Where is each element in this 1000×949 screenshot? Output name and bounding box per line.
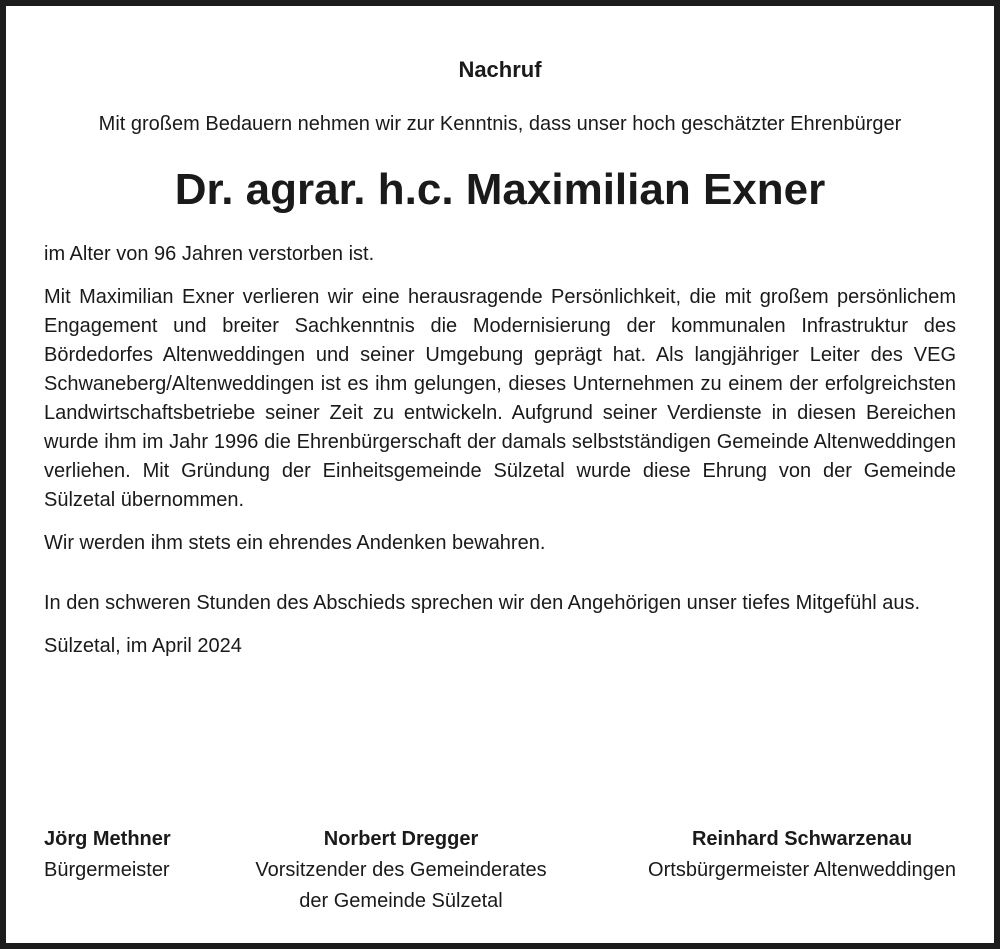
obituary-content — [44, 54, 956, 661]
deceased-name: Dr. agrar. h.c. Maximilian Exner — [174, 165, 826, 214]
signature-block — [44, 824, 956, 924]
body-paragraph: Mit Maximilian Exner verlieren wir eine herausragende Persönlichkeit, die mit großem persönlichem Engagement und breiter Sachkenntnis die Modernisierung der kommunalen Infrastruktur des Bördedorfes Altenweddingen und seiner Umgebung geprägt hat. Als langjähriger Leiter des VEG Schwaneberg/Altenweddingen ist es ihm gelungen, dieses Unternehmen zu einem der erfolgreichsten Landwirtschaftsbetriebe seiner Zeit zu entwickeln. Aufgrund seiner Verdienste in diesen Bereichen wurde ihm im Jahr 1996 die Ehrenbürgerschaft der damals selbstständigen Gemeinde Altenweddingen verliehen. Mit Gründung der Einheitsgemeinde Sülzetal wurde diese Ehrung von der Gemeinde Sülzetal übernommen. — [44, 286, 956, 511]
signatory-role: Vorsitzender des Gemeinderates — [255, 859, 547, 881]
signatory-role: Ortsbürgermeister Altenweddingen — [648, 859, 956, 881]
condolence-paragraph: In den schweren Stunden des Abschieds sprechen wir den Angehörigen unser tiefes Mitgefühl aus. — [44, 592, 921, 614]
signatory-local-mayor — [648, 824, 956, 886]
signatory-council-chair — [236, 824, 566, 917]
age-line: im Alter von 96 Jahren verstorben ist. — [44, 243, 375, 265]
place-date: Sülzetal, im April 2024 — [44, 635, 242, 657]
signatory-mayor — [44, 824, 171, 886]
signatory-name: Norbert Dregger — [323, 828, 479, 850]
memory-line: Wir werden ihm stets ein ehrendes Andenken bewahren. — [44, 532, 546, 554]
signatory-name: Reinhard Schwarzenau — [691, 828, 913, 850]
intro-text: Mit großem Bedauern nehmen wir zur Kenntnis, dass unser hoch geschätzter Ehrenbürger — [98, 113, 902, 135]
signatory-role-continued: der Gemeinde Sülzetal — [299, 890, 503, 912]
signatory-name: Jörg Methner — [44, 828, 171, 850]
notice-heading: Nachruf — [458, 57, 542, 82]
signatory-role: Bürgermeister — [44, 859, 170, 881]
